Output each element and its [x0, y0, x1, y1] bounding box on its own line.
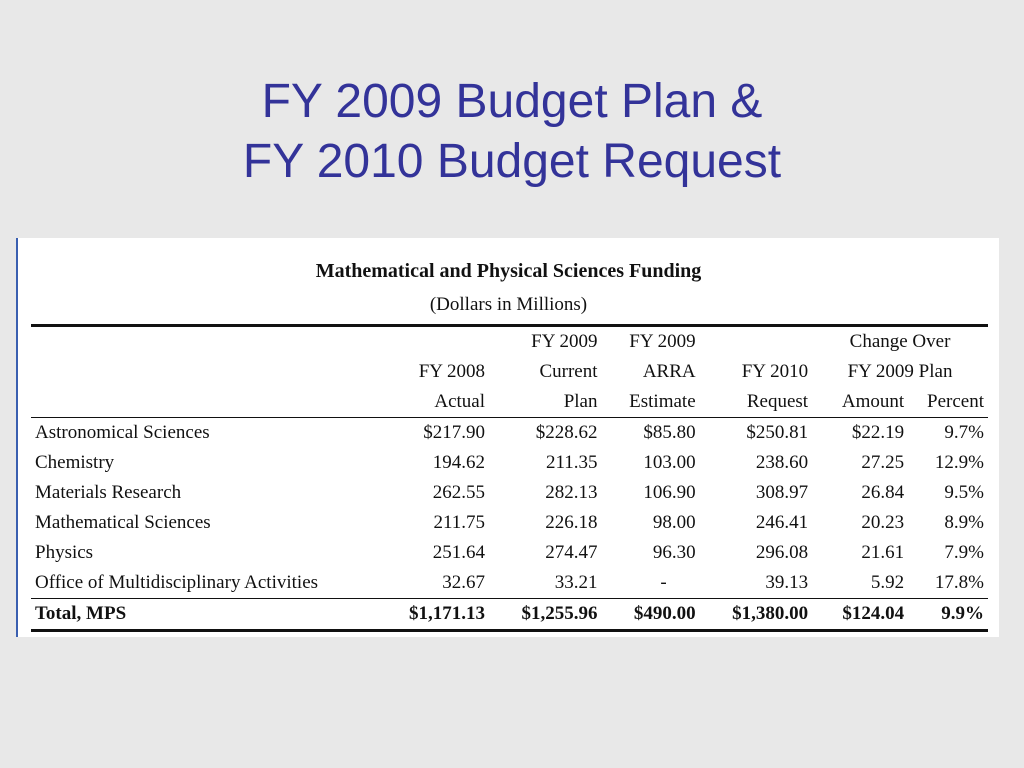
header-cell	[391, 326, 489, 358]
table-row	[31, 418, 988, 449]
cell-fy2010: 296.08	[755, 542, 809, 563]
header-row-2	[31, 357, 988, 387]
slide-title-line-1: FY 2009 Budget Plan &	[261, 75, 763, 128]
cell-amount: 26.84	[861, 482, 905, 503]
cell-fy2009-plan: 211.35	[545, 452, 598, 473]
cell-percent: 9.5%	[944, 482, 984, 503]
cell-percent: 9.7%	[944, 422, 984, 443]
header-fy2009-arra-top: FY 2009	[601, 326, 699, 358]
cell-fy2010: 39.13	[765, 572, 809, 593]
slide-title	[0, 72, 1024, 192]
cell-percent: 8.9%	[944, 512, 984, 533]
total-percent: 9.9%	[908, 599, 988, 631]
cell-amount: 5.92	[870, 572, 905, 593]
header-request: Request	[700, 387, 812, 418]
cell-fy2010: 238.60	[755, 452, 809, 473]
cell-fy2010: 308.97	[755, 482, 809, 503]
header-row-3	[31, 387, 988, 418]
cell-fy2010: $250.81	[746, 422, 809, 443]
cell-fy2009-plan: 282.13	[545, 482, 598, 503]
cell-arra: 103.00	[643, 452, 696, 473]
header-fy2009-plan-change: FY 2009 Plan	[847, 361, 953, 382]
cell-percent: 12.9%	[934, 452, 984, 473]
table-row	[31, 448, 988, 478]
cell-amount: 21.61	[861, 542, 905, 563]
cell-fy2009-plan: 274.47	[545, 542, 598, 563]
cell-fy2008: 194.62	[432, 452, 486, 473]
slide-title-line-2: FY 2010 Budget Request	[242, 135, 782, 188]
row-label: Astronomical Sciences	[35, 422, 210, 443]
header-actual: Actual	[391, 387, 489, 418]
header-change-over: Change Over	[812, 326, 988, 358]
total-label: Total, MPS	[31, 599, 391, 631]
total-amount: $124.04	[812, 599, 908, 631]
cell-percent: 17.8%	[934, 572, 984, 593]
header-cell	[31, 387, 391, 418]
cell-amount: 20.23	[861, 512, 905, 533]
cell-fy2010: 246.41	[755, 512, 809, 533]
cell-amount: $22.19	[851, 422, 905, 443]
cell-fy2009-plan: 226.18	[545, 512, 598, 533]
table-subtitle: (Dollars in Millions)	[429, 294, 588, 315]
cell-fy2008: 251.64	[432, 542, 486, 563]
table-row	[31, 478, 988, 508]
cell-arra: 98.00	[652, 512, 696, 533]
header-plan: Plan	[489, 387, 601, 418]
table-row	[31, 508, 988, 538]
cell-arra: $85.80	[643, 422, 696, 443]
funding-table-panel	[16, 238, 999, 637]
header-row-1	[31, 326, 988, 358]
cell-fy2008: 262.55	[432, 482, 486, 503]
header-percent: Percent	[908, 387, 988, 418]
header-cell	[31, 357, 391, 387]
table-title: Mathematical and Physical Sciences Funding	[315, 260, 702, 282]
header-current: Current	[539, 361, 598, 382]
funding-table	[31, 324, 988, 632]
header-fy2008-top: FY 2008	[418, 361, 486, 382]
cell-fy2009-plan: 33.21	[554, 572, 598, 593]
row-label: Mathematical Sciences	[35, 512, 211, 533]
row-label: Materials Research	[35, 482, 182, 503]
table-row	[31, 538, 988, 568]
table-row	[31, 568, 988, 599]
header-estimate: Estimate	[601, 387, 699, 418]
cell-arra: 106.90	[643, 482, 696, 503]
header-fy2010-top: FY 2010	[741, 361, 809, 382]
row-label: Physics	[35, 542, 94, 563]
total-fy2009-plan: $1,255.96	[489, 599, 601, 631]
header-cell	[700, 326, 812, 358]
row-label: Chemistry	[35, 452, 115, 473]
header-arra: ARRA	[642, 361, 696, 382]
header-cell	[31, 326, 391, 358]
total-fy2008: $1,171.13	[391, 599, 489, 631]
header-amount: Amount	[812, 387, 908, 418]
row-label: Office of Multidisciplinary Activities	[35, 572, 319, 593]
total-row	[31, 599, 988, 631]
cell-arra: 96.30	[652, 542, 696, 563]
cell-arra: -	[660, 572, 667, 593]
cell-amount: 27.25	[861, 452, 905, 473]
total-arra: $490.00	[601, 599, 699, 631]
total-fy2010: $1,380.00	[700, 599, 812, 631]
cell-fy2008: $217.90	[423, 422, 486, 443]
cell-fy2008: 32.67	[442, 572, 486, 593]
cell-fy2009-plan: $228.62	[535, 422, 598, 443]
cell-percent: 7.9%	[944, 542, 984, 563]
cell-fy2008: 211.75	[433, 512, 486, 533]
header-fy2009-plan-top: FY 2009	[489, 326, 601, 358]
